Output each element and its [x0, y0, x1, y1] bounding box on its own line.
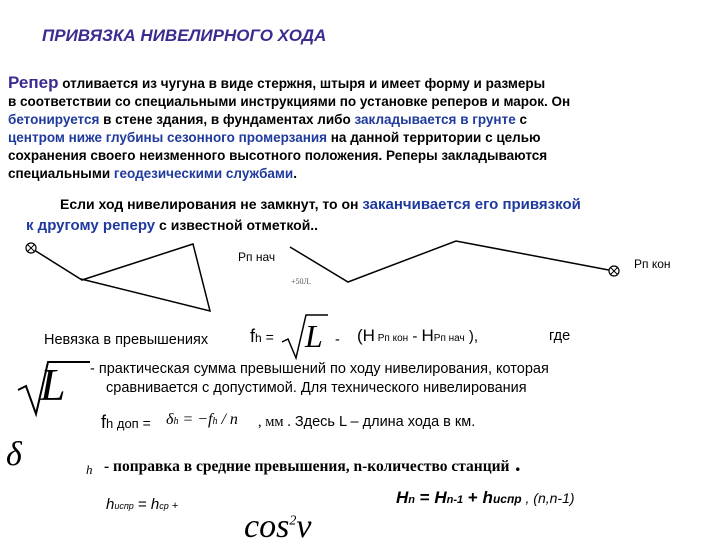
- term-ends-with-tie: заканчивается его привязкой: [362, 196, 581, 213]
- where-word: где: [549, 328, 571, 344]
- exponent-2: 2: [289, 513, 297, 529]
- benchmark-symbol-right: [609, 266, 619, 276]
- tolerance-formula: [166, 411, 238, 429]
- misclosure-label: Невязка в превышениях: [44, 332, 209, 348]
- minus-sign: -: [335, 332, 340, 348]
- subscript-ispr: испр: [114, 501, 134, 511]
- symbol-f: f: [101, 412, 107, 432]
- equals-sign: =: [138, 415, 151, 431]
- equals-sign: =: [261, 329, 274, 345]
- benchmark-symbol-left: [26, 243, 36, 253]
- index-note: , (n,n-1): [521, 490, 575, 506]
- text-span: Здесь L – длина хода в км.: [290, 414, 476, 430]
- plus-sign: +: [168, 500, 179, 512]
- text-span: практическая сумма превышений по ходу нивелирования, которая: [94, 361, 549, 377]
- symbol-nu: ν: [296, 508, 312, 545]
- symbol-L-small: L: [305, 318, 323, 354]
- subscript-h: h: [255, 331, 262, 345]
- subscript-ispr: испр: [492, 492, 522, 506]
- symbol-f: f: [250, 326, 256, 346]
- text-span: Если ход нивелирования не замкнут, то он: [60, 196, 363, 212]
- subscript-h: h: [173, 416, 179, 427]
- text-span: специальными: [8, 166, 114, 181]
- symbol-delta: δ: [166, 411, 174, 428]
- paragraph-line-2: в соответствии со специальными инструкциями по установке реперов и марок. Он: [8, 94, 571, 109]
- term-geodetic-services: геодезическими службами: [113, 166, 294, 181]
- tolerance-f: [101, 412, 151, 433]
- term-concreted: бетонируется: [8, 112, 100, 127]
- subscript-h-large: h: [86, 462, 93, 477]
- subscript-rp-end: Рп кон: [374, 333, 409, 344]
- correction-text: [104, 451, 520, 477]
- text-span: отливается из чугуна в виде стержня, штыря и имеет форму и размеры: [58, 76, 546, 91]
- term-reper: Репер: [8, 73, 59, 92]
- function-cos: cos: [244, 508, 290, 545]
- page-title: ПРИВЯЗКА НИВЕЛИРНОГО ХОДА: [42, 26, 327, 45]
- dash: -: [90, 361, 95, 377]
- formula-H-n: [396, 488, 575, 508]
- symbol-L-large: L: [40, 359, 66, 410]
- minus-sign-2: -: [408, 328, 422, 345]
- text-span: - поправка в средние превышения, n-количество станций: [104, 458, 510, 475]
- subscript-rp-start: Рп нач: [433, 333, 465, 344]
- subscript-h: h: [212, 416, 218, 427]
- sum-text-line-1: [90, 361, 549, 377]
- sum-text-line-2: сравнивается с допустимой. Для технического нивелирования: [106, 380, 527, 396]
- dot: .: [509, 451, 521, 476]
- text-span: с известной отметкой..: [155, 217, 319, 233]
- symbol-H: H: [396, 488, 409, 507]
- symbol-h: h: [106, 496, 115, 513]
- unit-mm: , мм .: [258, 414, 291, 430]
- text-span: в стене здания, в фундаментах либо: [99, 112, 355, 127]
- symbol-H: H: [434, 488, 447, 507]
- symbol-delta-large: δ: [6, 436, 22, 473]
- small-mark: +50Л.: [291, 277, 311, 286]
- term-other-reper: к другому реперу: [26, 217, 156, 234]
- subscript-h-dop: h доп: [106, 416, 139, 431]
- symbol-h: h: [482, 488, 493, 507]
- cos-squared-nu: [244, 508, 311, 546]
- h-rp-end-term: [357, 326, 478, 346]
- symbol-H-2: H: [421, 326, 434, 345]
- traverse-right-path: [290, 241, 614, 282]
- subscript-n-1: n-1: [446, 494, 464, 506]
- term-in-ground: в грунте: [460, 112, 516, 127]
- symbol-h: h: [150, 496, 160, 513]
- paragraph-line-5: сохранения своего неизменного высотного положения. Реперы закладываются: [8, 148, 548, 163]
- symbol-H: (H: [357, 326, 375, 345]
- text-span: с: [515, 112, 527, 127]
- equals-sign: =: [415, 488, 435, 507]
- equals-sign: =: [133, 496, 151, 513]
- formula-part: = −f: [178, 411, 213, 428]
- text-span: на данной территории с целью: [327, 130, 541, 145]
- formula-h-corrected: [106, 496, 178, 513]
- formula-part: / n: [217, 411, 238, 428]
- subscript-sr: ср: [159, 501, 169, 511]
- term-laid: закладывается: [354, 112, 457, 127]
- closing-paren: ),: [464, 328, 479, 345]
- subscript-n: n: [408, 494, 416, 506]
- text-span: .: [293, 166, 297, 181]
- misclosure-f: [250, 326, 274, 347]
- label-rp-start: Рп нач: [238, 250, 276, 264]
- traverse-left-path: [31, 244, 210, 311]
- plus-sign: +: [463, 488, 483, 507]
- label-rp-end: Рп кон: [634, 257, 671, 271]
- tolerance-after: [258, 414, 475, 431]
- term-depth: центром ниже глубины сезонного промерзания: [8, 130, 328, 145]
